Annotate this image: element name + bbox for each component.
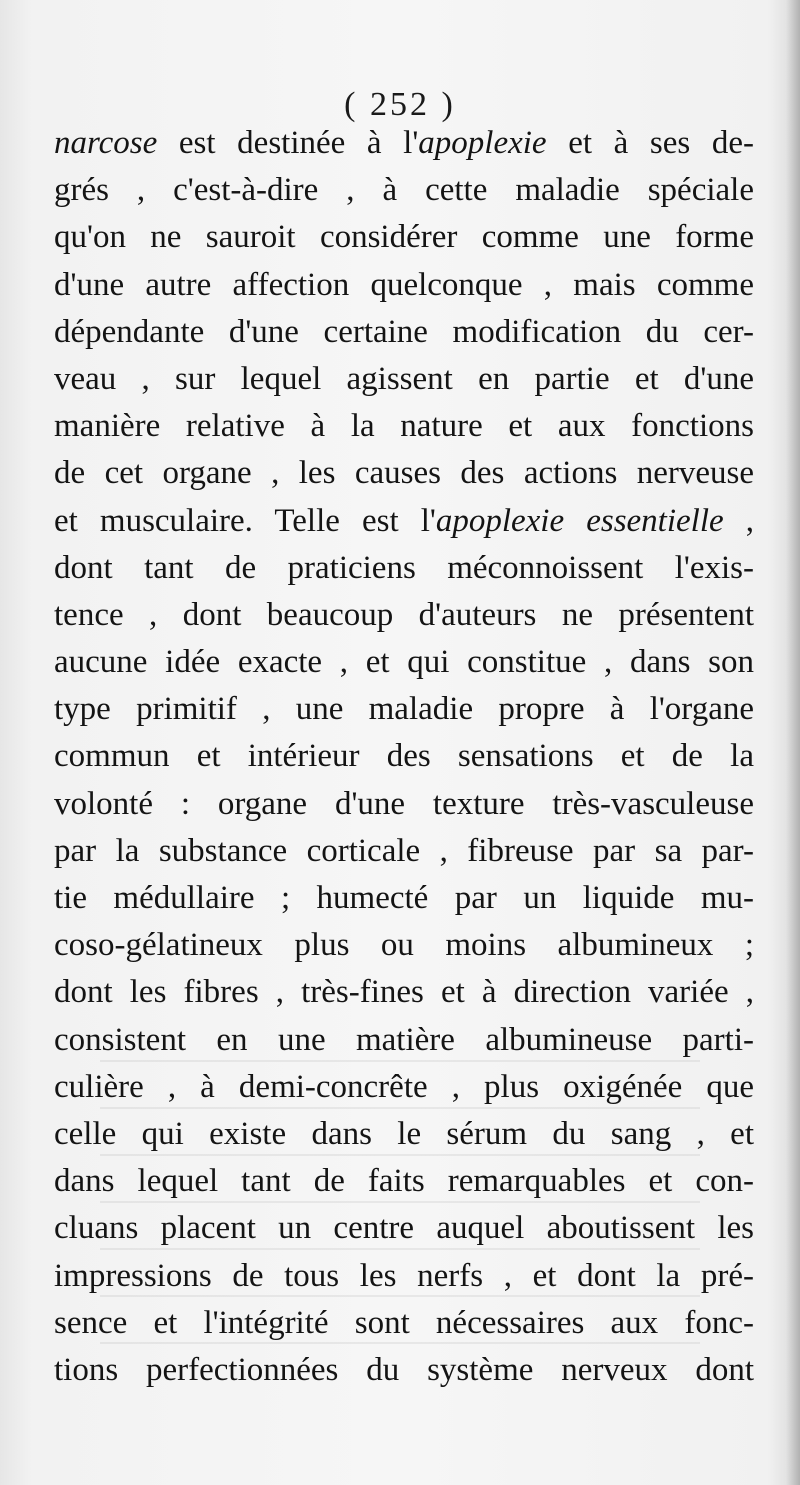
text-line <box>54 1347 754 1394</box>
text-run: sence et l'intégrité sont nécessaires aux fonc- <box>54 1304 754 1341</box>
text-line <box>54 309 754 356</box>
text-run: d'une autre affection quelconque , mais comme <box>54 266 754 303</box>
text-run: tence , dont beaucoup d'auteurs ne présentent <box>54 596 754 633</box>
italic-text: apoplexie essentielle <box>435 502 724 539</box>
text-line <box>54 498 754 545</box>
text-run: coso-gélatineux plus ou moins albumineux ; <box>54 927 754 964</box>
text-line <box>54 1111 754 1158</box>
page-number: ( 252 ) <box>344 86 456 123</box>
text-line <box>54 450 754 497</box>
text-run: type primitif , une maladie propre à l'organe <box>54 691 754 728</box>
text-line <box>54 120 754 167</box>
text-run: tie médullaire ; humecté par un liquide mu- <box>54 880 754 916</box>
text-run: et à ses de- <box>546 125 754 161</box>
text-run: dont tant de praticiens méconnoissent l'exis- <box>54 549 754 586</box>
text-line <box>54 356 754 403</box>
text-line <box>54 686 754 733</box>
text-run: aucune idée exacte , et qui constitue , dans son <box>54 644 754 681</box>
text-run: de cet organe , les causes des actions nerveuse <box>54 455 754 492</box>
text-line <box>54 922 754 969</box>
italic-text: apoplexie <box>418 125 547 161</box>
text-run: volonté : organe d'une texture très-vasculeuse <box>54 785 754 822</box>
text-run: par la substance corticale , fibreuse par sa par- <box>54 832 754 869</box>
text-line <box>54 969 754 1016</box>
body-text <box>54 120 754 1394</box>
text-run: dont les fibres , très-fines et à direction variée , <box>54 974 754 1011</box>
text-run: cluans placent un centre auquel aboutissent les <box>54 1210 754 1247</box>
text-run: est destinée à l' <box>157 125 419 161</box>
text-run: consistent en une matière albumineuse parti- <box>54 1021 754 1058</box>
page-edge-shadow <box>786 0 800 1485</box>
text-line <box>54 781 754 828</box>
text-line <box>54 1205 754 1252</box>
text-line <box>54 1158 754 1205</box>
text-line <box>54 828 754 875</box>
text-run: et musculaire. Telle est l' <box>54 502 436 539</box>
text-run: grés , c'est-à-dire , à cette maladie spéciale <box>54 172 754 209</box>
text-line <box>54 1300 754 1347</box>
text-line <box>54 733 754 780</box>
text-line <box>54 214 754 261</box>
text-line <box>54 262 754 309</box>
text-run: culière , à demi-concrête , plus oxigénée que <box>54 1068 754 1105</box>
text-line <box>54 167 754 214</box>
text-run: commun et intérieur des sensations et de la <box>54 738 754 775</box>
text-run: , <box>723 502 754 539</box>
text-run: impressions de tous les nerfs , et dont la pré- <box>54 1257 754 1294</box>
text-run: veau , sur lequel agissent en partie et d'une <box>54 360 754 397</box>
text-line <box>54 545 754 592</box>
text-line <box>54 1017 754 1064</box>
italic-text: narcose <box>54 125 158 161</box>
text-run: celle qui existe dans le sérum du sang , et <box>54 1115 754 1152</box>
text-run: dans lequel tant de faits remarquables et con- <box>54 1163 754 1200</box>
text-line <box>54 403 754 450</box>
text-run: tions perfectionnées du système nerveux dont <box>54 1351 754 1388</box>
text-line <box>54 1064 754 1111</box>
text-run: manière relative à la nature et aux fonctions <box>54 408 754 445</box>
text-run: qu'on ne sauroit considérer comme une forme <box>54 219 754 256</box>
text-line <box>54 1253 754 1300</box>
text-run: dépendante d'une certaine modification du cer- <box>54 313 754 350</box>
text-line <box>54 592 754 639</box>
text-line <box>54 639 754 686</box>
text-line <box>54 875 754 922</box>
